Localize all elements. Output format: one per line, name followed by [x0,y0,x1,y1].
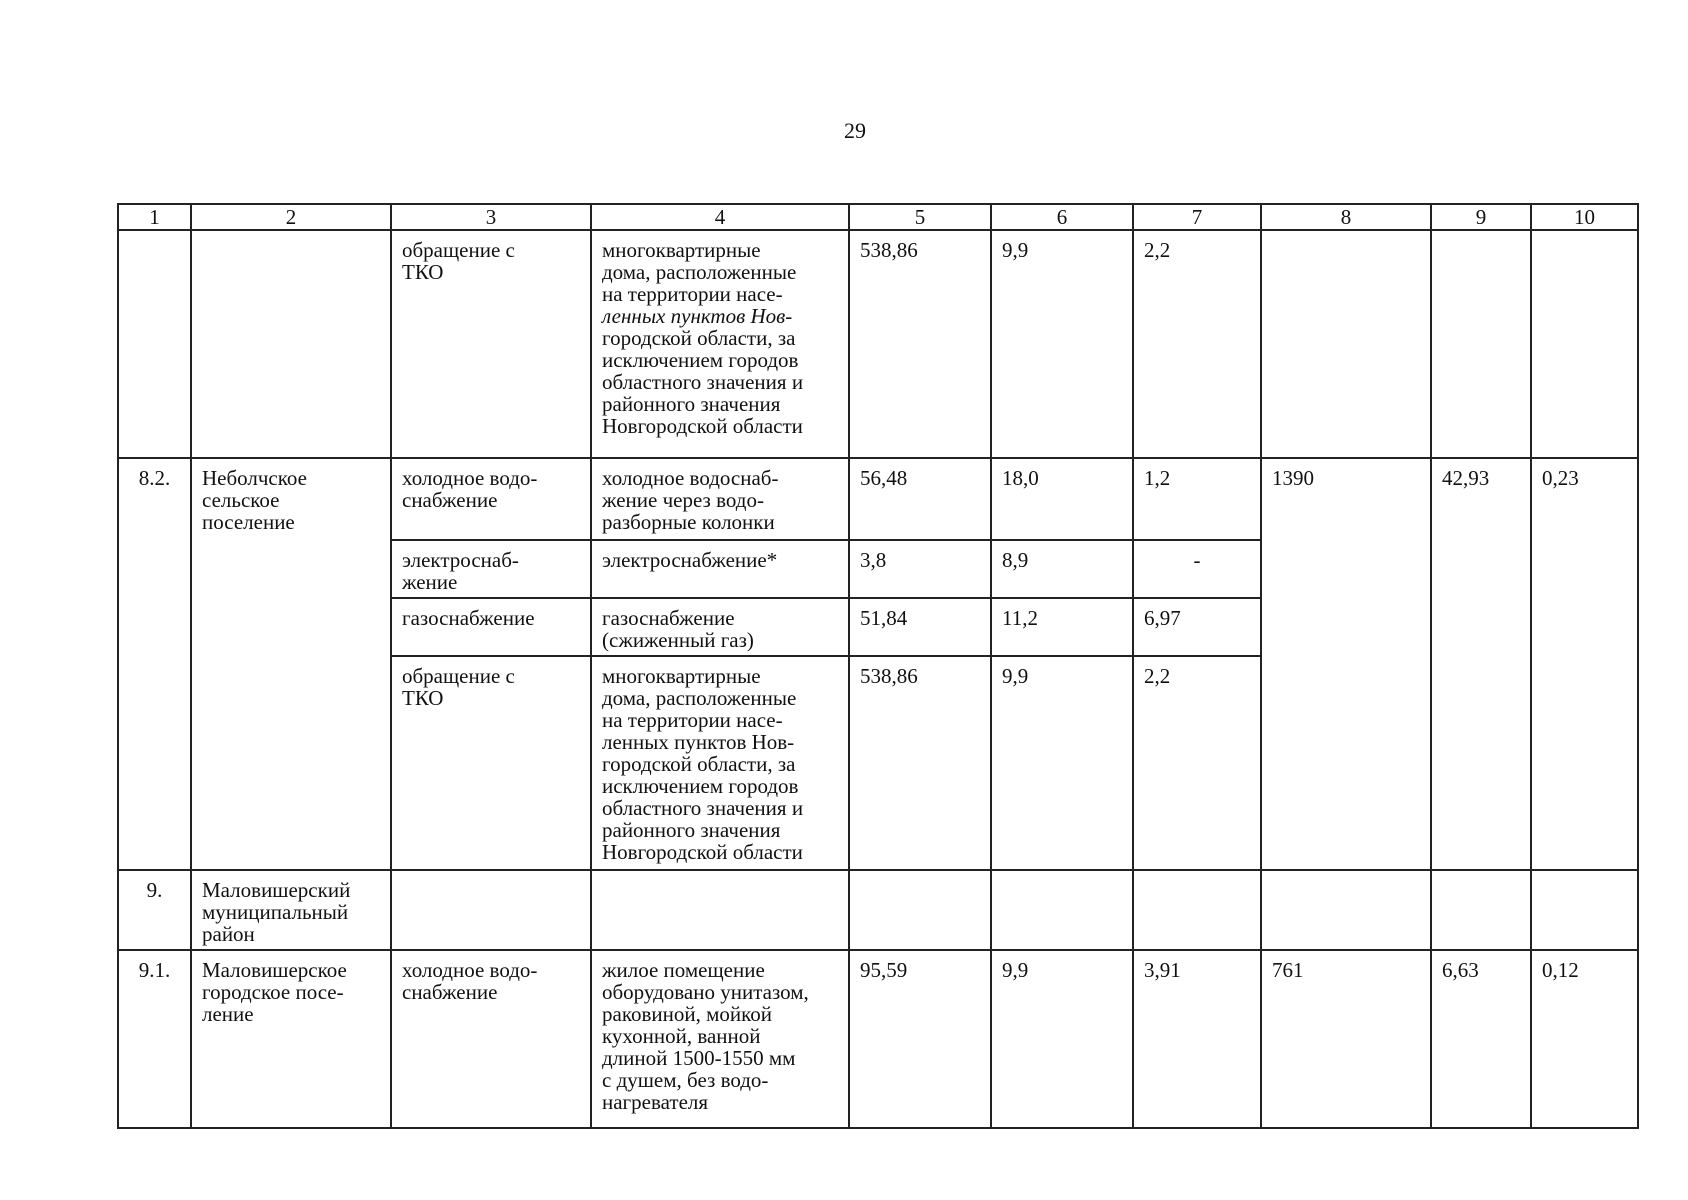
cell-col6: 9,9 [991,230,1133,458]
header-cell: 5 [849,204,991,230]
cell-settlement: Неболчское сельское поселение [191,458,391,870]
cell-description [591,230,849,458]
cell-number: 9.1. [118,950,191,1128]
cell-col10: 0,23 [1531,458,1638,870]
cell-settlement [191,230,391,458]
header-cell: 8 [1261,204,1431,230]
cell-col9: 42,93 [1431,458,1531,870]
description-text: многоквартирные дома, расположенные на территории насе- ленных пунктов Нов- городской области, за исключением городов областного значения и районного значения Новгородской области [602,238,804,438]
header-cell: 7 [1133,204,1261,230]
cell-service: холодное водо- снабжение [391,950,591,1128]
cell-col7: 1,2 [1133,458,1261,540]
cell-col8 [1261,230,1431,458]
tariff-table [117,203,1639,1129]
cell-col6: 11,2 [991,598,1133,656]
cell-col7: - [1133,540,1261,598]
cell-description: электроснабжение* [591,540,849,598]
cell-col5: 95,59 [849,950,991,1128]
cell-col8: 761 [1261,950,1431,1128]
header-cell: 1 [118,204,191,230]
cell-col5: 51,84 [849,598,991,656]
header-cell: 3 [391,204,591,230]
page-number: 29 [844,118,866,143]
cell-number: 8.2. [118,458,191,870]
header-cell: 4 [591,204,849,230]
cell-col10: 0,12 [1531,950,1638,1128]
cell-col9: 6,63 [1431,950,1531,1128]
cell-col5: 56,48 [849,458,991,540]
table-row [118,458,1638,540]
cell-settlement: Маловишерское городское посе- ление [191,950,391,1128]
table-row [118,230,1638,458]
cell-col9 [1431,230,1531,458]
cell-service: холодное водо- снабжение [391,458,591,540]
cell-description: многоквартирные дома, расположенные на территории насе- ленных пунктов Нов- городской области, за исключением городов областного значения и районного значения Новгородской области [591,656,849,870]
cell-description [591,870,849,950]
cell-col7 [1133,870,1261,950]
header-cell: 9 [1431,204,1531,230]
cell-col5: 538,86 [849,656,991,870]
cell-service: газоснабжение [391,598,591,656]
cell-col8 [1261,870,1431,950]
cell-col10 [1531,870,1638,950]
cell-description: холодное водоснаб- жение через водо- разборные колонки [591,458,849,540]
table-row [118,870,1638,950]
cell-service: электроснаб- жение [391,540,591,598]
cell-col6: 18,0 [991,458,1133,540]
cell-description: газоснабжение (сжиженный газ) [591,598,849,656]
table-row [118,950,1638,1128]
cell-col5: 3,8 [849,540,991,598]
cell-col7: 2,2 [1133,656,1261,870]
cell-col7: 2,2 [1133,230,1261,458]
cell-col6: 8,9 [991,540,1133,598]
cell-col6: 9,9 [991,656,1133,870]
cell-settlement: Маловишерский муниципальный район [191,870,391,950]
cell-col7: 6,97 [1133,598,1261,656]
cell-service [391,870,591,950]
cell-col10 [1531,230,1638,458]
cell-service: обращение с ТКО [391,230,591,458]
cell-col7: 3,91 [1133,950,1261,1128]
header-cell: 2 [191,204,391,230]
cell-description: жилое помещение оборудовано унитазом, раковиной, мойкой кухонной, ванной длиной 1500-1550 мм с душем, без водо- нагревателя [591,950,849,1128]
header-cell: 10 [1531,204,1638,230]
cell-service: обращение с ТКО [391,656,591,870]
cell-col6: 9,9 [991,950,1133,1128]
cell-col5: 538,86 [849,230,991,458]
cell-col5 [849,870,991,950]
header-cell: 6 [991,204,1133,230]
cell-col8: 1390 [1261,458,1431,870]
cell-number: 9. [118,870,191,950]
cell-col6 [991,870,1133,950]
table-header-row [118,204,1638,230]
cell-number [118,230,191,458]
cell-col9 [1431,870,1531,950]
